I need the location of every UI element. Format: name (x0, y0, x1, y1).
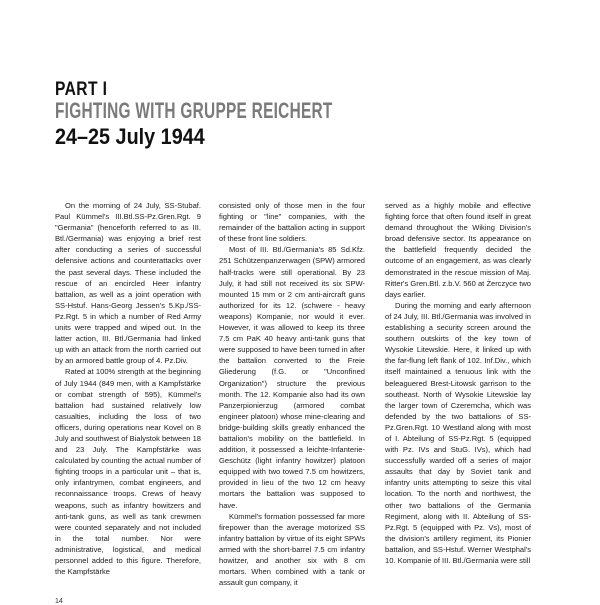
paragraph: On the morning of 24 July, SS-Stubaf. Paul Kümmel's III.Btl.SS-Pz.Gren.Rgt. 9 "Germania" (henceforth referred to as III. Btl./Germania) was enjoying a brief rest after conducting a series of successful defensive actions and counterattacks over the past several days. These included the rescue of an encircled Heer infantry battalion, as well as a joint operation with SS-Hstuf. Hans-Georg Jessen's 5.Kp./SS-Pz.Rgt. 5 in which a number of Red Army units were trapped and wiped out. In the latter action, III. Btl./Germania had linked up with an attack from the north carried out by an armored battle group of 4. Pz.Div. (55, 201, 201, 366)
part-label: PART I (55, 79, 108, 100)
paragraph: consisted only of those men in the four fighting or "line" companies, with the remainder of the battalion acting in support of these front line soldiers. (219, 201, 365, 244)
text-column-3 (385, 200, 531, 566)
text-column-1 (55, 200, 201, 577)
paragraph: Kümmel's formation possessed far more firepower than the average motorized SS infantry battalion by virtue of its eight SPWs armed with the short-barrel 7.5 cm infantry howitzer, and another six with 8 cm mortars. When combined with a tank or assault gun company, it (219, 511, 365, 588)
paragraph: Most of III. Btl./Germania's 85 Sd.Kfz. 251 Schützenpanzerwagen (SPW) armored half-tracks were still operational. By 23 July, it had still not received its six SPW-mounted 15 mm or 2 cm anti-aircraft guns authorized for its 12. (schwere - heavy weapons) Kompanie, nor would it ever. However, it was allowed to keep its three 7.5 cm PaK 40 heavy anti-tank guns that were supposed to have been turned in after the battalion converted to the Freie Gliederung (f.G. or "Unconfined Organization") structure the previous month. The 12. Kompanie also had its own Panzerpionierzug (armored combat engineer platoon) whose mine-clearing and bridge-building skills greatly enhanced the battalion's mobility on the battlefield. In addition, it possessed a leichte-Infanterie-Geschütz (light infantry howitzer) platoon equipped with two towed 7.5 cm howitzers, provided in lieu of the two 12 cm heavy mortars the battalion was supposed to have. (219, 245, 365, 510)
paragraph: served as a highly mobile and effective fighting force that often found itself in great demand throughout the Wiking Division's broad defensive sector. Its appearance on the battlefield frequently decided the outcome of an engagement, as was clearly demonstrated in the rescue mission of Maj. Ritter's Gren.Btl. z.b.V. 560 at Żerczyce two days earlier. (385, 201, 531, 299)
paragraph: Rated at 100% strength at the beginning of July 1944 (849 men, with a Kampfstärke or combat strength of 595), Kümmel's battalion had sustained relatively low casualties, including the loss of two officers, during operations near Kovel on 8 July and southwest of Bialystok between 18 and 23 July. The Kampfstärke was calculated by counting the actual number of fighting troops in a particular unit – that is, only infantrymen, combat engineers, and reconnaissance troops. Crews of heavy weapons, such as infantry howitzers and anti-tank guns, as well as tank crewmen were counted separately and not included in the total number. Nor were administrative, logistical, and medical personnel added to this figure. Therefore, the Kampfstärke (55, 367, 201, 577)
chapter-dates: 24–25 July 1944 (55, 124, 205, 149)
paragraph: During the morning and early afternoon of 24 July, III. Btl./Germania was involved in establishing a security screen around the southern outskirts of the key town of Wysokie Litewskie. Here, it linked up with the far-flung left flank of 102. Inf.Div., which itself maintained a tenuous link with the beleaguered Brest-Litowsk garrison to the southeast. North of Wysokie Litewskie lay the larger town of Czeremcha, which was defended by the two battalions of SS-Pz.Gren.Rgt. 10 Westland along with most of I. Abteilung of SS-Pz.Rgt. 5 (equipped with Pz. IVs and StuG. IVs), which had successfully warded off a series of major assaults that day by Soviet tank and infantry units attempting to seize this vital location. To the north and northwest, the other two battalions of the Germania Regiment, along with II. Abteilung of SS-Pz.Rgt. 5 (equipped with Pz. Vs), most of the division's artillery regiment, its Pionier battalion, and SS-Hstuf. Werner Westphal's 10. Kompanie of III. Btl./Germania were still (385, 300, 531, 565)
page-number: 14 (55, 598, 63, 605)
text-column-2 (219, 200, 365, 588)
chapter-title: FIGHTING WITH GRUPPE REICHERT (55, 98, 333, 123)
